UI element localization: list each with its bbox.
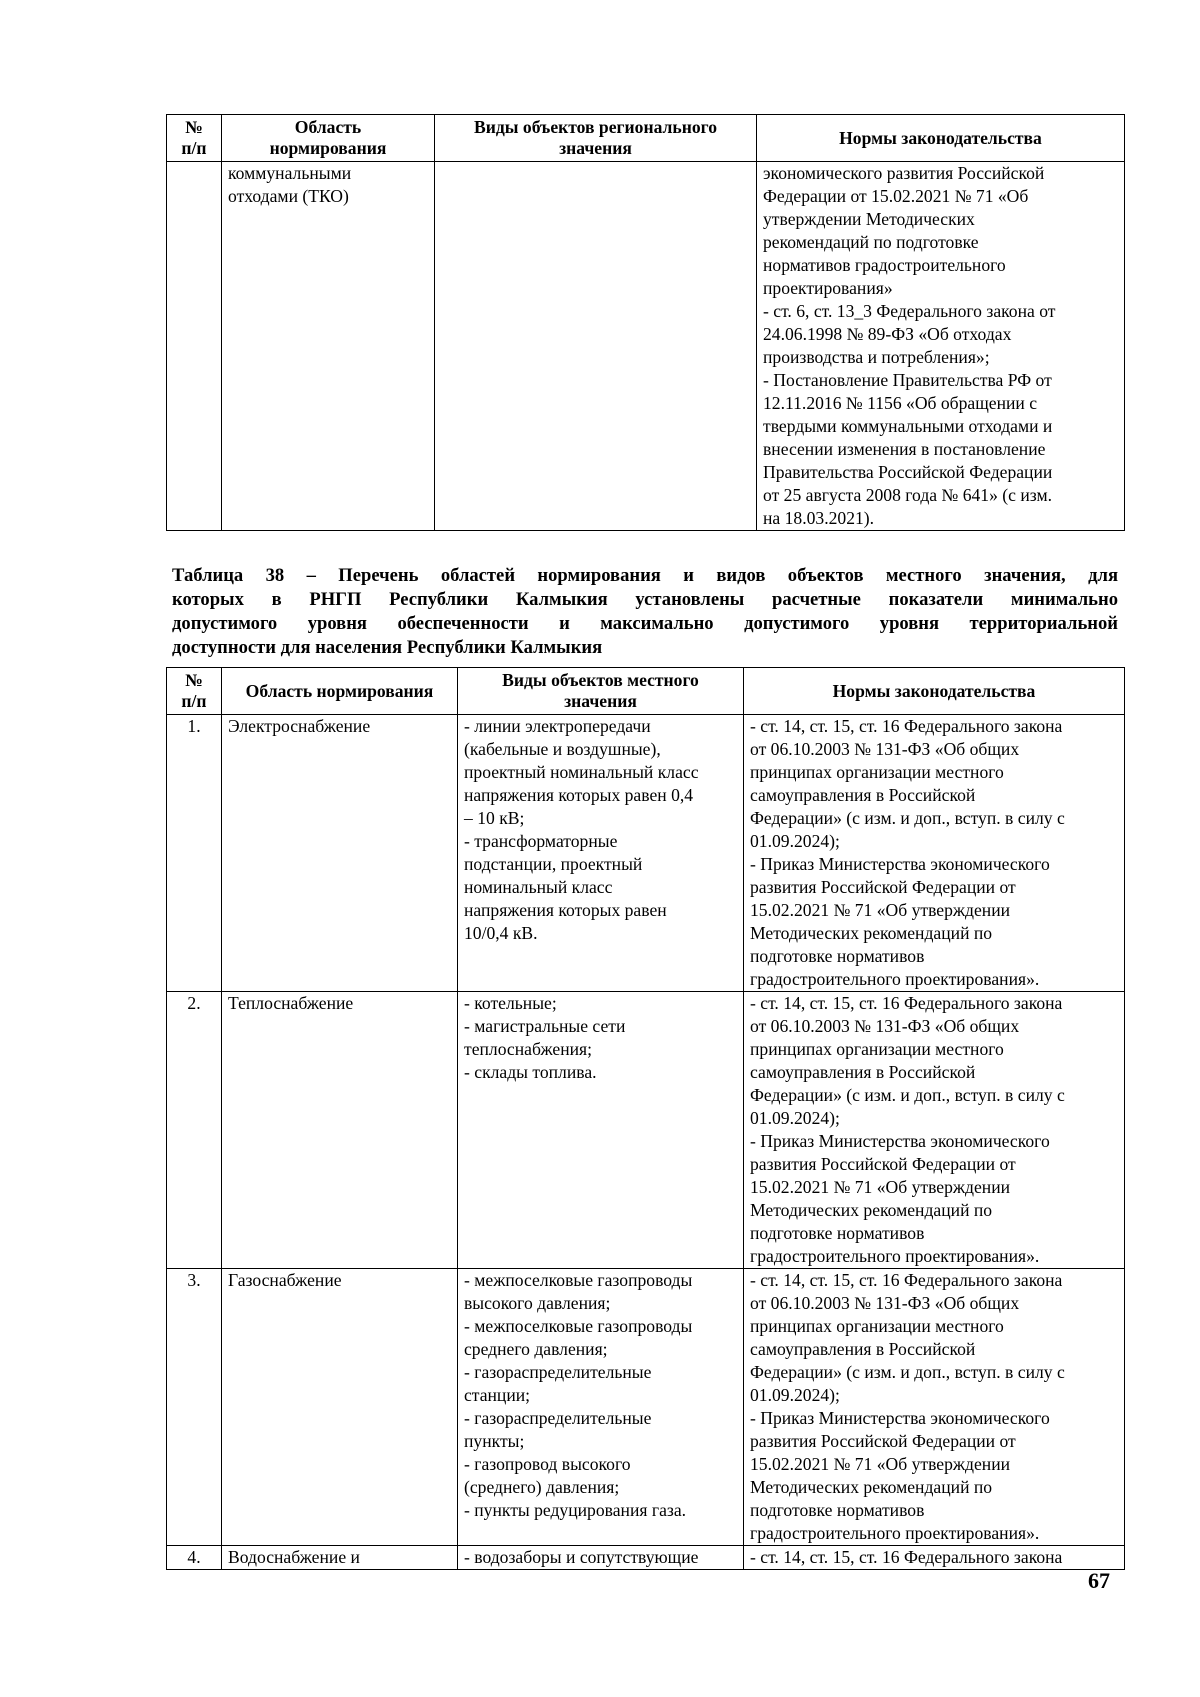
cell-area: Электроснабжение	[222, 715, 458, 992]
header-norms: Нормы законодательства	[744, 668, 1125, 715]
header-num: № п/п	[167, 668, 222, 715]
header-area: Область нормирования	[222, 115, 435, 162]
table-header-row	[167, 115, 1125, 162]
cell-area: Газоснабжение	[222, 1269, 458, 1546]
cell-num: 4.	[167, 1546, 222, 1570]
cell-types: - линии электропередачи (кабельные и воздушные), проектный номинальный класс напряжения которых равен 0,4 – 10 кВ; - трансформаторные подстанции, проектный номинальный класс напряжения которых равен 10/0,4 кВ.	[458, 715, 744, 992]
cell-types: - межпоселковые газопроводы высокого давления; - межпоселковые газопроводы среднего давления; - газораспределительные станции; - газораспределительные пункты; - газопровод высокого (среднего) давления; - пункты редуцирования газа.	[458, 1269, 744, 1546]
table-row	[167, 992, 1125, 1269]
cell-num	[167, 162, 222, 531]
header-area: Область нормирования	[222, 668, 458, 715]
table-caption: Таблица 38 – Перечень областей нормирования и видов объектов местного значения, для которых в РНГП Республики Калмыкия установлены расчетные показатели минимально допустимого уровня обеспеченности и максимально допустимого уровня территориальной доступности для населения Республики Калмыкия	[172, 565, 1118, 658]
cell-norms: - ст. 14, ст. 15, ст. 16 Федерального закона от 06.10.2003 № 131-ФЗ «Об общих принципах организации местного самоуправления в Российской Федерации» (с изм. и доп., вступ. в силу с 01.09.2024); - Приказ Министерства экономического развития Российской Федерации от 15.02.2021 № 71 «Об утверждении Методических рекомендаций по подготовке нормативов градостроительного проектирования».	[744, 1269, 1125, 1546]
cell-area: Водоснабжение и	[222, 1546, 458, 1570]
cell-types: - водозаборы и сопутствующие	[458, 1546, 744, 1570]
table-row	[167, 1546, 1125, 1570]
cell-norms: - ст. 14, ст. 15, ст. 16 Федерального закона от 06.10.2003 № 131-ФЗ «Об общих принципах организации местного самоуправления в Российской Федерации» (с изм. и доп., вступ. в силу с 01.09.2024); - Приказ Министерства экономического развития Российской Федерации от 15.02.2021 № 71 «Об утверждении Методических рекомендаций по подготовке нормативов градостроительного проектирования».	[744, 715, 1125, 992]
cell-num: 2.	[167, 992, 222, 1269]
cell-norms: - ст. 14, ст. 15, ст. 16 Федерального закона от 06.10.2003 № 131-ФЗ «Об общих принципах организации местного самоуправления в Российской Федерации» (с изм. и доп., вступ. в силу с 01.09.2024); - Приказ Министерства экономического развития Российской Федерации от 15.02.2021 № 71 «Об утверждении Методических рекомендаций по подготовке нормативов градостроительного проектирования».	[744, 992, 1125, 1269]
header-norms: Нормы законодательства	[757, 115, 1125, 162]
header-num: № п/п	[167, 115, 222, 162]
cell-norms: экономического развития Российской Федерации от 15.02.2021 № 71 «Об утверждении Методических рекомендаций по подготовке нормативов градостроительного проектирования» - ст. 6, ст. 13_3 Федерального закона от 24.06.1998 № 89-ФЗ «Об отходах производства и потребления»; - Постановление Правительства РФ от 12.11.2016 № 1156 «Об обращении с твердыми коммунальными отходами и внесении изменения в постановление Правительства Российской Федерации от 25 августа 2008 года № 641» (с изм. на 18.03.2021).	[757, 162, 1125, 531]
table-row	[167, 162, 1125, 531]
cell-num: 1.	[167, 715, 222, 992]
cell-area: Теплоснабжение	[222, 992, 458, 1269]
previous-table-continuation	[166, 114, 1125, 531]
cell-area: коммунальными отходами (ТКО)	[222, 162, 435, 531]
cell-num: 3.	[167, 1269, 222, 1546]
table-row	[167, 715, 1125, 992]
header-types: Виды объектов регионального значения	[435, 115, 757, 162]
cell-types: - котельные; - магистральные сети теплоснабжения; - склады топлива.	[458, 992, 744, 1269]
cell-norms: - ст. 14, ст. 15, ст. 16 Федерального закона	[744, 1546, 1125, 1570]
table-38	[166, 667, 1125, 1570]
table-row	[167, 1269, 1125, 1546]
header-types: Виды объектов местного значения	[458, 668, 744, 715]
table-header-row	[167, 668, 1125, 715]
cell-types	[435, 162, 757, 531]
page-number: 67	[1088, 1568, 1110, 1593]
